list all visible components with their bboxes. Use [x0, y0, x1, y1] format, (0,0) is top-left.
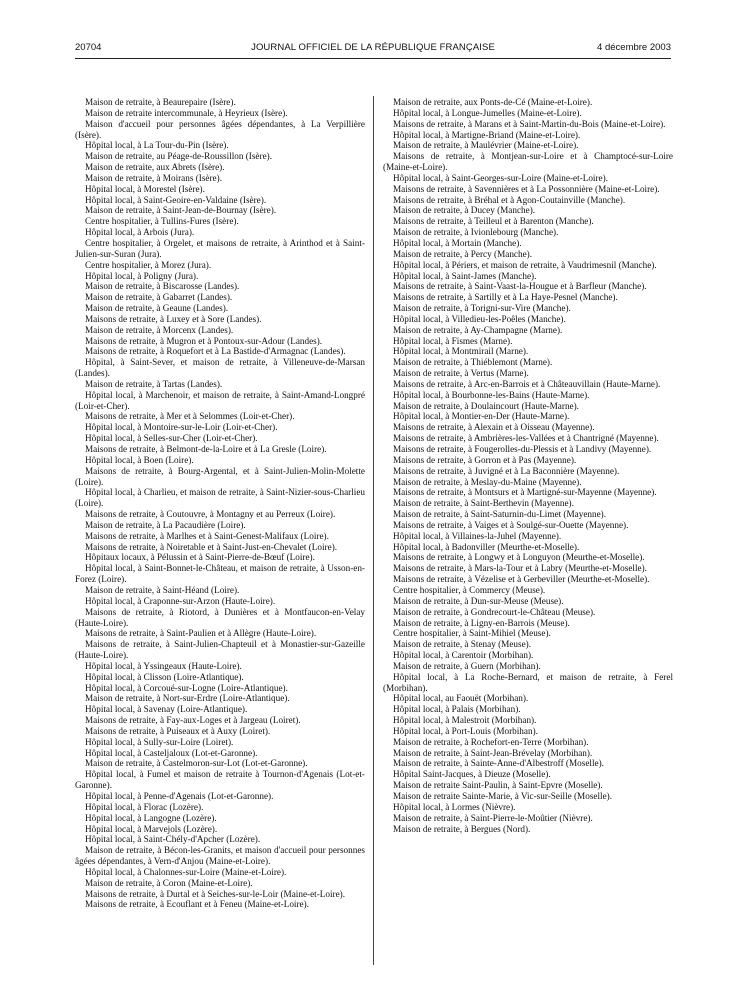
list-item: Maison de retraite, à Gondrecourt-le-Château (Meuse).: [393, 606, 596, 617]
list-item: Maison de retraite, aux Ponts-de-Cé (Maine-et-Loire).: [393, 97, 593, 107]
list-item: Maison de retraite, à Guern (Morbihan).: [393, 660, 541, 671]
journal-title: JOURNAL OFFICIEL DE LA RÉPUBLIQUE FRANÇAISE: [251, 42, 495, 53]
list-item: Maison de retraite, à Ay-Champagne (Marne).: [393, 324, 563, 335]
list-item: Hôpital local, à Florac (Lozère).: [85, 801, 204, 812]
list-item: Maison de retraite, à Saint-Pierre-le-Moûtier (Nièvre).: [393, 812, 593, 823]
list-item: Maison de retraite, à Percy (Manche).: [393, 248, 533, 259]
list-item: Hôpital local, à Corcoué-sur-Logne (Loire-Atlantique).: [85, 682, 288, 693]
list-item: Hôpital local, à Périers, et maison de retraite, à Vaudrimesnil (Manche).: [393, 259, 657, 270]
list-item: Maisons de retraite, à Mugron et à Pontoux-sur-Adour (Landes).: [85, 335, 323, 346]
list-item: Maison de retraite, aux Abrets (Isère).: [85, 162, 225, 173]
list-item: Maison de retraite, à Ligny-en-Barrois (Meuse).: [393, 617, 570, 628]
list-item: Maison de retraite, à Thiéblemont (Marne).: [393, 357, 553, 368]
list-item: Hôpital local, à Marvejols (Lozère).: [85, 823, 218, 834]
list-item: Maison d'accueil pour personnes âgées dépendantes, à La Verpillière (Isère).: [75, 118, 365, 140]
left-column: [75, 97, 365, 910]
list-item: Maison de retraite, à Morcenx (Landes).: [85, 324, 234, 335]
list-item: Maison de retraite, à Ivionlebourg (Manche).: [393, 227, 559, 238]
list-item: Hôpital local, à Langogne (Lozère).: [85, 812, 217, 823]
list-item: Hôpital local, à Marchenoir, et maison de retraite, à Saint-Amand-Longpré (Loir-et-Cher).: [75, 389, 365, 411]
list-item: Maison de retraite, au Péage-de-Roussillon (Isère).: [85, 151, 273, 162]
list-item: Maison de retraite, à Dun-sur-Meuse (Meuse).: [393, 595, 564, 606]
list-item: Centre hospitalier, à Commercy (Meuse).: [393, 584, 546, 595]
right-column: [383, 97, 673, 834]
list-item: Maison de retraite Saint-Paulin, à Saint-Epvre (Moselle).: [393, 780, 603, 791]
list-item: Maison de retraite, à Geaune (Landes).: [85, 303, 229, 314]
list-item: Maison de retraite, à Bergues (Nord).: [393, 823, 531, 834]
column-divider: [373, 96, 374, 965]
list-item: Hôpitaux locaux, à Pélussin et à Saint-Pierre-de-Bœuf (Loire).: [85, 552, 315, 563]
list-item: Maisons de retraite, à Juvigné et à La Baconnière (Mayenne).: [393, 465, 620, 476]
list-item: Maisons de retraite, à Saint-Julien-Chapteuil et à Monastier-sur-Gazeille (Haute-Loire).: [75, 639, 365, 661]
list-item: Hôpital local, à Saint-Georges-sur-Loire (Maine-et-Loire).: [393, 172, 608, 183]
list-item: Maisons de retraite, à Durtal et à Seiches-sur-le-Loir (Maine-et-Loire).: [85, 888, 346, 899]
list-item: Maisons de retraite, à Teilleul et à Barenton (Manche).: [393, 216, 594, 227]
page-number: 20704: [75, 42, 102, 53]
list-item: Hôpital local, à Saint-Chély-d'Apcher (Lozère).: [85, 834, 261, 845]
list-item: Maison de retraite, à Beaurepaire (Isère).: [85, 97, 236, 107]
list-item: Hôpital local, à Port-Louis (Morbihan).: [393, 725, 538, 736]
list-item: Maisons de retraite, à Vaiges et à Soulgé-sur-Ouette (Mayenne).: [393, 519, 629, 530]
list-item: Hôpital local, à Casteljaloux (Lot-et-Garonne).: [85, 747, 258, 758]
list-item: Hôpital local, à Malestroit (Morbihan).: [393, 715, 537, 726]
list-item: Maisons de retraite, à Montsurs et à Martigné-sur-Mayenne (Mayenne).: [393, 487, 657, 498]
list-item: Maison de retraite, à Torigni-sur-Vire (Manche).: [393, 303, 571, 314]
list-item: Hôpital local, à Saint-James (Manche).: [393, 270, 537, 281]
list-item: Hôpital local, à Chalonnes-sur-Loire (Maine-et-Loire).: [85, 866, 287, 877]
list-item: Hôpital local, à La Roche-Bernard, et maison de retraite, à Ferel (Morbihan).: [383, 671, 673, 693]
list-item: Maison de retraite, à Meslay-du-Maine (Mayenne).: [393, 476, 582, 487]
list-item: Maison de retraite, à Rochefort-en-Terre (Morbihan).: [393, 736, 589, 747]
list-item: Maisons de retraite, à Luxey et à Sore (Landes).: [85, 313, 262, 324]
list-item: Maison de retraite, à Maulévrier (Maine-et-Loire).: [393, 140, 579, 151]
list-item: Hôpital local, à Poligny (Jura).: [85, 270, 199, 281]
list-item: Hôpital local, à Craponne-sur-Arzon (Haute-Loire).: [85, 595, 276, 606]
page-header: [75, 42, 671, 56]
list-item: Maisons de retraite, à Mars-la-Tour et à Labry (Meurthe-et-Moselle).: [393, 563, 647, 574]
publication-date: 4 décembre 2003: [597, 42, 671, 53]
list-item: Maisons de retraite, à Noiretable et à Saint-Just-en-Chevalet (Loire).: [85, 541, 338, 552]
list-item: Maison de retraite, à Gabarret (Landes).: [85, 292, 233, 303]
list-item: Maisons de retraite, à Fougerolles-du-Plessis et à Landivy (Mayenne).: [393, 444, 652, 454]
list-item: Hôpital local, à Villaines-la-Juhel (Mayenne).: [393, 530, 562, 541]
list-item: Maisons de retraite, à Fay-aux-Loges et à Jargeau (Loiret).: [85, 715, 301, 726]
list-item: Hôpital local, à Carentoir (Morbihan).: [393, 650, 534, 661]
header-rule: [75, 58, 671, 59]
list-item: Maisons de retraite, à Belmont-de-la-Loire et à La Gresle (Loire).: [85, 444, 327, 454]
list-item: Maisons de retraite, à Gorron et à Pas (Mayenne).: [393, 454, 577, 465]
list-item: Maisons de retraite, à Riotord, à Dunières et à Montfaucon-en-Velay (Haute-Loire).: [75, 606, 365, 628]
list-item: Maison de retraite, à Moirans (Isère).: [85, 172, 222, 183]
list-item: Centre hospitalier, à Tullins-Fures (Isère).: [85, 216, 239, 227]
list-item: Maisons de retraite, à Bourg-Argental, et à Saint-Julien-Molin-Molette (Loire).: [75, 465, 365, 487]
list-item: Maison de retraite, à Coron (Maine-et-Loire).: [85, 877, 253, 888]
list-item: Hôpital local, à Montoire-sur-le-Loir (Loir-et-Cher).: [85, 422, 278, 433]
list-item: Hôpital local, à Longue-Jumelles (Maine-et-Loire).: [393, 107, 582, 118]
list-item: Hôpital local, à Yssingeaux (Haute-Loire).: [85, 660, 242, 671]
list-item: Maisons de retraite, à Sartilly et à La Haye-Pesnel (Manche).: [393, 292, 618, 303]
list-item: Maison de retraite, à Saint-Jean-Brévelay (Morbihan).: [393, 747, 593, 758]
list-item: Hôpital local, à Montmirail (Marne).: [393, 346, 529, 357]
list-item: Maisons de retraite, à Longwy et à Longuyon (Meurthe-et-Moselle).: [393, 552, 645, 563]
list-item: Maison de retraite, à Doulaincourt (Haute-Marne).: [393, 400, 579, 411]
list-item: Hôpital local, à Boen (Loire).: [85, 454, 194, 465]
list-item: Maisons de retraite, à Mer et à Selommes (Loir-et-Cher).: [85, 411, 295, 422]
list-item: Maisons de retraite, à Saint-Vaast-la-Hougue et à Barfleur (Manche).: [393, 281, 647, 292]
list-item: Hôpital local, à Bourbonne-les-Bains (Haute-Marne).: [393, 389, 590, 400]
list-item: Maison de retraite, à Saint-Saturnin-du-Limet (Mayenne).: [393, 509, 607, 520]
list-item: Maison de retraite, à Vertus (Marne).: [393, 368, 529, 379]
list-item: Maison de retraite, à Sainte-Anne-d'Albestroff (Moselle).: [393, 758, 604, 769]
list-item: Maison de retraite Sainte-Marie, à Vic-sur-Seille (Moselle).: [393, 791, 613, 801]
list-item: Maison de retraite, à Bécon-les-Granits, et maison d'accueil pour personnes âgées dépendantes, à Vern-d'Anjou (Maine-et-Loire).: [75, 845, 365, 867]
list-item: Hôpital local, à Sully-sur-Loire (Loiret).: [85, 736, 234, 747]
list-item: Hôpital local, à Lormes (Nièvre).: [393, 801, 516, 812]
list-item: Centre hospitalier, à Morez (Jura).: [85, 259, 212, 270]
list-item: Maisons de retraite, à Alexain et à Oisseau (Mayenne).: [393, 422, 595, 433]
list-item: Hôpital local, à Palais (Morbihan).: [393, 704, 521, 715]
list-item: Maison de retraite, à Nort-sur-Erdre (Loire-Atlantique).: [85, 693, 290, 704]
list-item: Maisons de retraite, à Marlhes et à Saint-Genest-Malifaux (Loire).: [85, 530, 329, 541]
list-item: Maisons de retraite, à Montjean-sur-Loire et à Champtocé-sur-Loire (Maine-et-Loire).: [383, 151, 673, 173]
list-item: Maisons de retraite, à Saint-Paulien et à Allègre (Haute-Loire).: [85, 628, 317, 639]
list-item: Hôpital local, à Penne-d'Agenais (Lot-et-Garonne).: [85, 791, 274, 801]
list-item: Hôpital local, à La Tour-du-Pin (Isère).: [85, 140, 229, 151]
list-item: Hôpital local, à Clisson (Loire-Atlantique).: [85, 671, 244, 682]
list-item: Hôpital local, à Villedieu-les-Poêles (Manche).: [393, 313, 566, 324]
list-item: Maisons de retraite, à Coutouvre, à Montagny et au Perreux (Loire).: [85, 509, 336, 520]
list-item: Hôpital local, à Fismes (Marne).: [393, 335, 513, 346]
list-item: Hôpital local, à Selles-sur-Cher (Loir-et-Cher).: [85, 433, 258, 444]
list-item: Maison de retraite, à Castelmoron-sur-Lot (Lot-et-Garonne).: [85, 758, 308, 769]
list-item: Maison de retraite, à Saint-Jean-de-Bournay (Isère).: [85, 205, 277, 216]
list-item: Hôpital local, à Montier-en-Der (Haute-Marne).: [393, 411, 570, 422]
list-item: Maison de retraite, à Saint-Héand (Loire).: [85, 584, 240, 595]
list-item: Hôpital local, à Saint-Bonnet-le-Château, et maison de retraite, à Usson-en-Forez (Loire).: [75, 563, 365, 585]
list-item: Maison de retraite, à Biscarosse (Landes).: [85, 281, 240, 292]
list-item: Maisons de retraite, à Arc-en-Barrois et à Châteauvillain (Haute-Marne).: [393, 378, 661, 389]
list-item: Maisons de retraite, à Puiseaux et à Auxy (Loiret).: [85, 725, 271, 736]
list-item: Maisons de retraite, à Bréhal et à Agon-Coutainville (Manche).: [393, 194, 626, 205]
list-item: Hôpital local, à Martigne-Briand (Maine-et-Loire).: [393, 129, 581, 140]
list-item: Maison de retraite intercommunale, à Heyrieux (Isère).: [85, 107, 288, 118]
list-item: Hôpital local, à Charlieu, et maison de retraite, à Saint-Nizier-sous-Charlieu (Loire).: [75, 487, 365, 509]
list-item: Hôpital local, à Arbois (Jura).: [85, 227, 195, 238]
list-item: Maison de retraite, à Ducey (Manche).: [393, 205, 536, 216]
list-item: Maisons de retraite, à Roquefort et à La Bastide-d'Armagnac (Landes).: [85, 346, 346, 357]
list-item: Maisons de retraite, à Ambrières-les-Vallées et à Chantrigné (Mayenne).: [393, 433, 659, 444]
list-item: Maison de retraite, à Tartas (Landes).: [85, 378, 223, 389]
list-item: Hôpital local, à Saint-Geoire-en-Valdaine (Isère).: [85, 194, 267, 205]
list-item: Hôpital Saint-Jacques, à Dieuze (Moselle).: [393, 769, 551, 780]
list-item: Maison de retraite, à Saint-Berthevin (Mayenne).: [393, 498, 574, 509]
list-item: Centre hospitalier, à Orgelet, et maisons de retraite, à Arinthod et à Saint-Julien-sur-Suran (Jura).: [75, 237, 365, 259]
list-item: Hôpital local, à Fumel et maison de retraite à Tournon-d'Agenais (Lot-et-Garonne).: [75, 769, 365, 791]
list-item: Hôpital local, au Faouët (Morbihan).: [393, 693, 529, 704]
list-item: Maisons de retraite, à Savennières et à La Possonnière (Maine-et-Loire).: [393, 183, 660, 194]
list-item: Maisons de retraite, à Ecouflant et à Feneu (Maine-et-Loire).: [85, 899, 309, 910]
list-item: Hôpital local, à Badonviller (Meurthe-et-Moselle).: [393, 541, 580, 552]
list-item: Hôpital local, à Savenay (Loire-Atlantique).: [85, 704, 248, 715]
list-item: Maisons de retraite, à Vézelise et à Gerbeviller (Meurthe-et-Moselle).: [393, 574, 650, 585]
list-item: Maison de retraite, à Stenay (Meuse).: [393, 639, 532, 650]
list-item: Maison de retraite, à La Pacaudière (Loire).: [85, 519, 246, 530]
list-item: Hôpital local, à Mortain (Manche).: [393, 237, 522, 248]
list-item: Centre hospitalier, à Saint-Mihiel (Meuse).: [393, 628, 551, 639]
list-item: Hôpital, à Saint-Sever, et maison de retraite, à Villeneuve-de-Marsan (Landes).: [75, 357, 365, 379]
list-item: Maisons de retraite, à Marans et à Saint-Martin-du-Bois (Maine-et-Loire).: [393, 118, 666, 129]
list-item: Hôpital local, à Morestel (Isère).: [85, 183, 205, 194]
